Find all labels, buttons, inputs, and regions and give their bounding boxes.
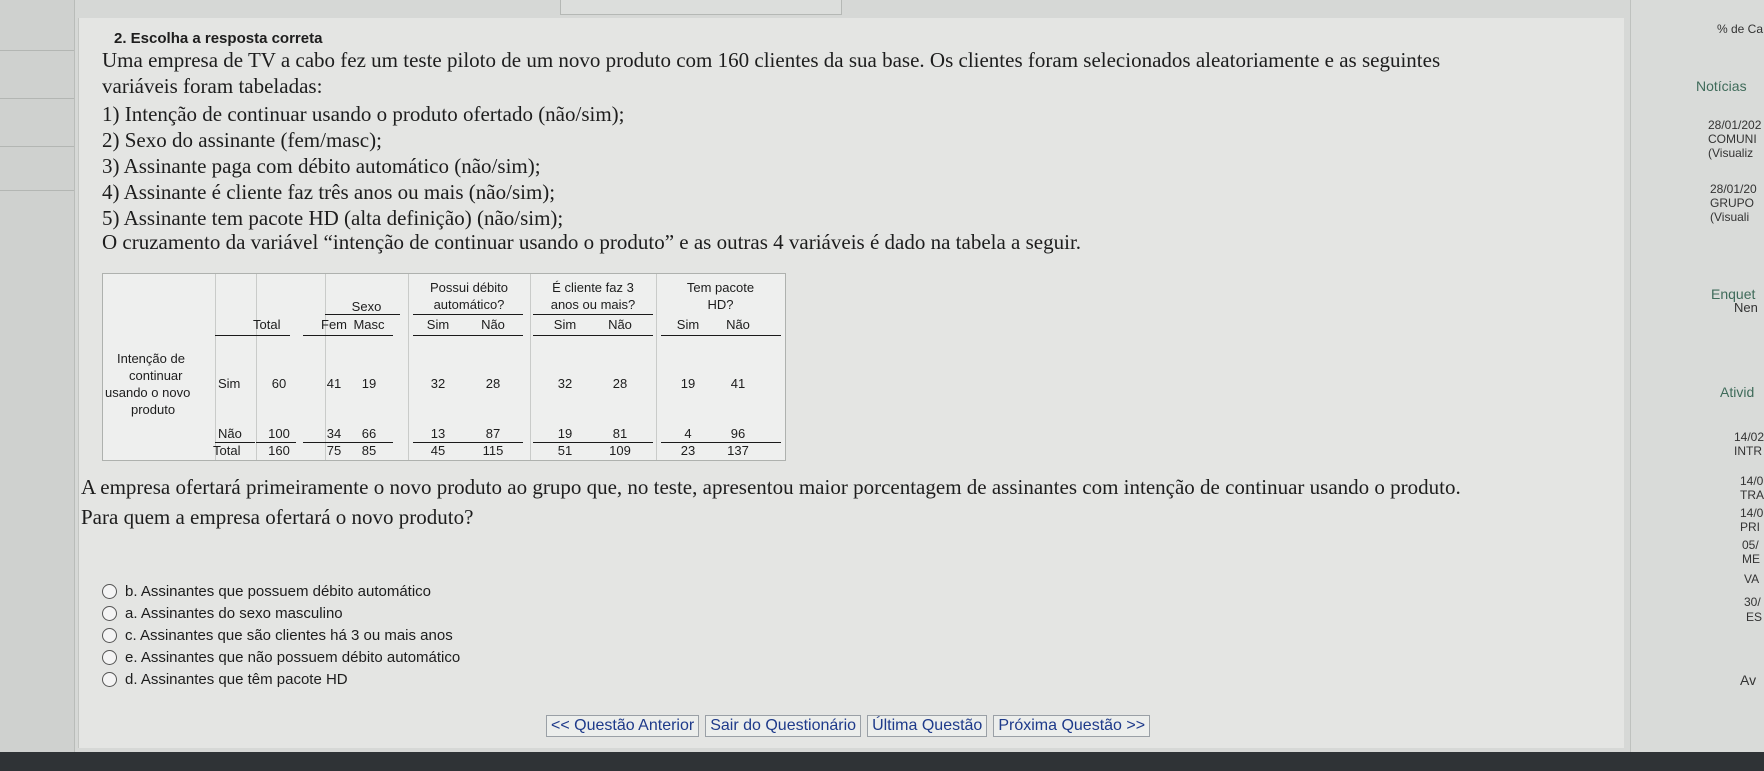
sub-header: Fem	[321, 317, 347, 332]
last-question-button[interactable]: Última Questão	[867, 715, 987, 737]
news-view-link[interactable]: (Visualiz	[1708, 146, 1754, 160]
activity-item[interactable]: 30/	[1744, 595, 1761, 609]
row-sub-label: Sim	[218, 376, 241, 391]
activity-item[interactable]: 14/02	[1734, 430, 1764, 444]
statement-line: Uma empresa de TV a cabo fez um teste piloto de um novo produto com 160 clientes da sua base. Os clientes foram selecionados aleatoriamente e as seguintes	[102, 48, 1441, 72]
sub-header: Masc	[353, 317, 385, 332]
rule	[303, 335, 393, 336]
question-title: 2. Escolha a resposta correta	[114, 30, 323, 47]
table-cell: 66	[361, 426, 377, 441]
table-cell: 28	[612, 376, 628, 391]
activity-item[interactable]: INTR	[1734, 444, 1762, 458]
total-header: Total	[253, 317, 281, 332]
rule	[325, 314, 400, 315]
option-label: d. Assinantes que têm pacote HD	[125, 670, 348, 688]
rule	[215, 335, 290, 336]
sub-header: Não	[726, 317, 750, 332]
left-divider	[0, 50, 74, 51]
option-label: b. Assinantes que possuem débito automático	[125, 582, 432, 600]
table-cell: 115	[482, 443, 504, 458]
next-question-button[interactable]: Próxima Questão >>	[993, 715, 1150, 737]
sub-header: Sim	[676, 317, 700, 332]
taskbar	[0, 752, 1764, 771]
group-title: HD?	[707, 297, 734, 312]
activity-item[interactable]: 14/0	[1740, 506, 1764, 520]
previous-question-button[interactable]: << Questão Anterior	[546, 715, 699, 737]
statement-line: variáveis foram tabeladas:	[102, 74, 323, 98]
cross-table	[102, 273, 786, 461]
left-gutter	[0, 0, 75, 771]
statement-line: 5) Assinante tem pacote HD (alta definição) (não/sim);	[102, 206, 564, 230]
poll-text: Nen	[1734, 300, 1758, 315]
activity-item[interactable]: 14/0	[1740, 474, 1764, 488]
news-title[interactable]: COMUNI	[1708, 132, 1757, 146]
table-cell: 19	[680, 376, 696, 391]
sub-header: Não	[608, 317, 632, 332]
table-cell: 137	[727, 443, 749, 458]
sub-header: Sim	[426, 317, 450, 332]
group-title: automático?	[433, 297, 505, 312]
exit-quiz-button[interactable]: Sair do Questionário	[705, 715, 861, 737]
question-navigation	[546, 715, 1150, 737]
left-divider	[0, 190, 74, 191]
table-cell: 23	[680, 443, 696, 458]
activity-item[interactable]: TRA	[1740, 488, 1764, 502]
question-prompt: Para quem a empresa ofertará o novo produto?	[81, 505, 474, 529]
table-cell: 85	[361, 443, 377, 458]
table-cell: 75	[326, 443, 342, 458]
news-date: 28/01/202	[1708, 118, 1762, 132]
news-heading[interactable]: Notícias	[1696, 78, 1747, 94]
group-title: Tem pacote	[686, 280, 755, 295]
rule	[533, 335, 653, 336]
statement-line: O cruzamento da variável “intenção de continuar usando o produto” e as outras 4 variáveis é dado na tabela a seguir.	[102, 230, 1082, 254]
table-cell: 41	[730, 376, 746, 391]
table-cell: 32	[430, 376, 446, 391]
panel-footer[interactable]: Av	[1740, 672, 1757, 688]
total-value: 160	[268, 443, 290, 458]
option-label: e. Assinantes que não possuem débito automático	[125, 648, 461, 666]
table-cell: 4	[684, 426, 692, 441]
statement-line: 3) Assinante paga com débito automático (não/sim);	[102, 154, 541, 178]
activity-item[interactable]: PRI	[1740, 520, 1761, 534]
option-e[interactable]	[102, 646, 460, 668]
row-sub-label: Não	[218, 426, 242, 441]
table-cell: 51	[557, 443, 573, 458]
statement-line: 1) Intenção de continuar usando o produto ofertado (não/sim);	[102, 102, 625, 126]
table-cell: 19	[557, 426, 573, 441]
option-label: c. Assinantes que são clientes há 3 ou mais anos	[125, 626, 453, 644]
sub-header: Sim	[553, 317, 577, 332]
activity-item[interactable]: ES	[1746, 610, 1763, 624]
progress-label: % de Ca	[1717, 22, 1764, 36]
table-cell: 19	[361, 376, 377, 391]
group-title: Sexo	[351, 299, 382, 314]
radio-button[interactable]	[102, 672, 117, 687]
table-cell: 109	[609, 443, 631, 458]
news-date: 28/01/20	[1710, 182, 1757, 196]
option-c[interactable]	[102, 624, 453, 646]
statement-line: 4) Assinante é cliente faz três anos ou mais (não/sim);	[102, 180, 556, 204]
option-a[interactable]	[102, 602, 343, 624]
row-label: continuar	[129, 368, 183, 383]
table-cell: 28	[485, 376, 501, 391]
sub-header: Não	[481, 317, 505, 332]
total-value: 60	[271, 376, 287, 391]
option-label: a. Assinantes do sexo masculino	[125, 604, 343, 622]
radio-button[interactable]	[102, 650, 117, 665]
table-cell: 34	[326, 426, 342, 441]
rule	[413, 314, 523, 315]
group-title: Possui débito	[429, 280, 509, 295]
news-title[interactable]: GRUPO	[1710, 196, 1755, 210]
option-b[interactable]	[102, 580, 431, 602]
row-label: Intenção de	[117, 351, 185, 366]
group-title: anos ou mais?	[550, 297, 636, 312]
right-sidebar	[1630, 0, 1764, 752]
radio-button[interactable]	[102, 606, 117, 621]
table-cell: 87	[485, 426, 501, 441]
question-prompt: A empresa ofertará primeiramente o novo produto ao grupo que, no teste, apresentou maior porcentagem de assinantes com intenção de continuar usando o produto.	[81, 475, 1461, 499]
activity-item[interactable]: VA	[1744, 572, 1760, 586]
table-cell: 81	[612, 426, 628, 441]
total-value: 100	[268, 426, 290, 441]
top-tab	[560, 0, 842, 15]
row-label: usando o novo	[105, 385, 191, 400]
rule	[661, 335, 781, 336]
poll-heading[interactable]: Enquet	[1711, 286, 1756, 302]
activities-heading[interactable]: Ativid	[1720, 384, 1755, 400]
row-sub-label: Total	[213, 443, 241, 458]
statement-line: 2) Sexo do assinante (fem/masc);	[102, 128, 382, 152]
left-divider	[0, 146, 74, 147]
radio-button[interactable]	[102, 628, 117, 643]
activity-item[interactable]: 05/	[1742, 538, 1759, 552]
rule	[533, 314, 653, 315]
left-divider	[0, 98, 74, 99]
table-cell: 45	[430, 443, 446, 458]
option-d[interactable]	[102, 668, 348, 690]
table-cell: 96	[730, 426, 746, 441]
group-title: É cliente faz 3	[552, 280, 634, 295]
table-cell: 13	[430, 426, 446, 441]
table-cell: 41	[326, 376, 342, 391]
activity-item[interactable]: ME	[1742, 552, 1760, 566]
radio-button[interactable]	[102, 584, 117, 599]
row-label: produto	[131, 402, 176, 417]
rule	[413, 335, 523, 336]
table-divider	[215, 274, 216, 460]
table-cell: 32	[557, 376, 573, 391]
news-view-link[interactable]: (Visuali	[1710, 210, 1750, 224]
